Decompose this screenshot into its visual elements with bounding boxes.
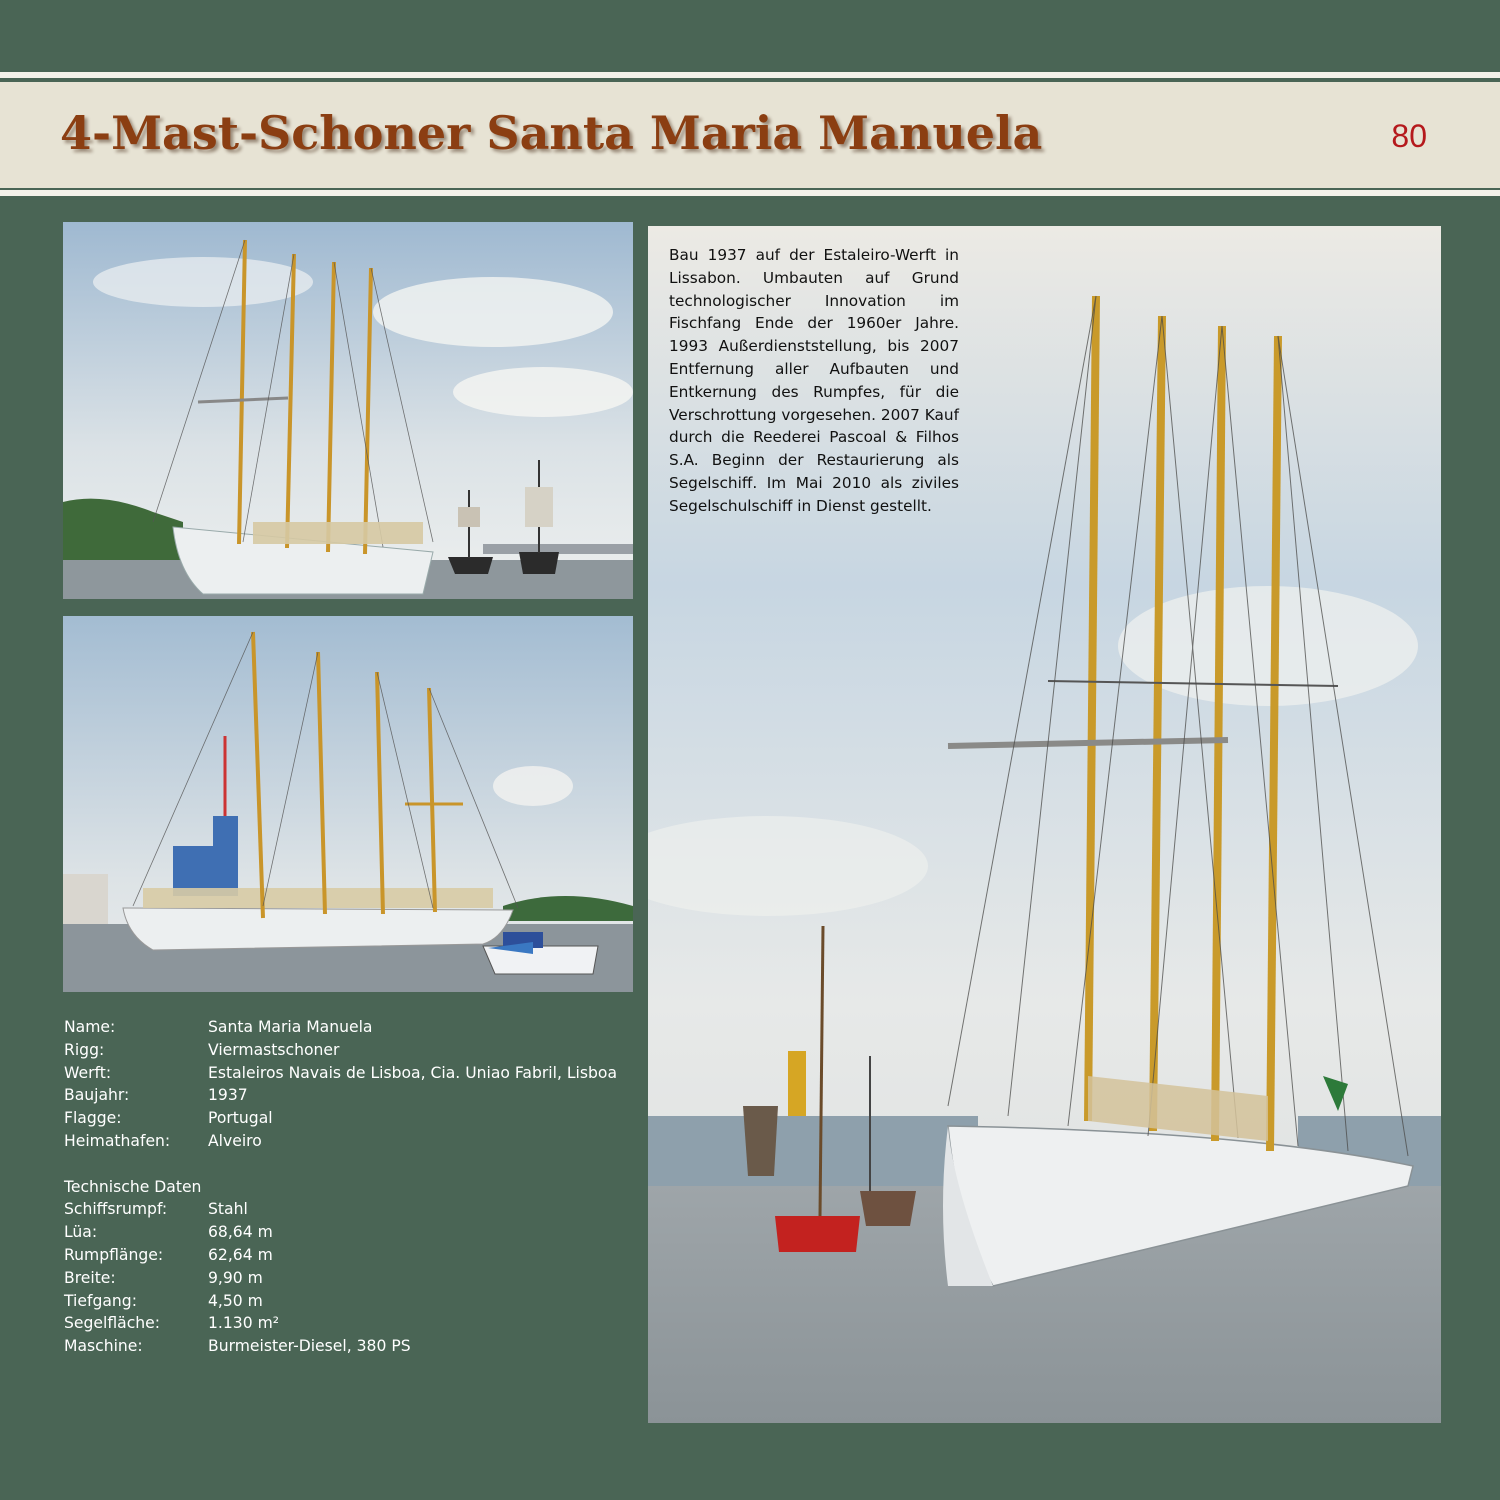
tech-row-schiffsrumpf <box>64 1198 617 1221</box>
fact-row-heimathafen <box>64 1130 617 1153</box>
photo-schooner-side-view <box>63 616 633 992</box>
fact-label: Name: <box>64 1018 116 1036</box>
fact-label: Flagge: <box>64 1109 122 1128</box>
tech-value: 68,64 m <box>208 1223 273 1242</box>
photo-2-illustration <box>63 616 633 992</box>
fact-row-werft <box>64 1062 617 1085</box>
fact-row-rigg <box>64 1039 617 1062</box>
tech-label: Tiefgang: <box>64 1291 137 1310</box>
tech-row-segelflaeche <box>64 1312 617 1335</box>
tech-row-lua <box>64 1221 617 1244</box>
tech-value: 9,90 m <box>208 1268 263 1287</box>
tech-label: Maschine: <box>64 1337 143 1356</box>
tech-value: 4,50 m <box>208 1291 263 1310</box>
tech-heading: Technische Daten <box>64 1177 202 1196</box>
tech-label: Lüa: <box>64 1223 98 1242</box>
fact-row-baujahr <box>64 1084 617 1107</box>
fact-label: Heimathafen: <box>64 1131 171 1150</box>
fact-value: 1937 <box>208 1086 248 1105</box>
fact-label: Rigg: <box>64 1040 105 1059</box>
ship-description: Bau 1937 auf der Estaleiro-Werft in Lissabon. Umbauten auf Grund technologischer Innovation im Fischfang Ende der 1960er Jahre. 1993 Außerdienststellung, bis 2007 Entfernung aller Aufbauten und Entkernung des Rumpfes, für die Verschrottung vorgesehen. 2007 Kauf durch die Reederei Pascoal & Filhos S.A. Beginn der Restaurierung als Segelschiff. Im Mai 2010 als ziviles Segelschulschiff in Dienst gestellt. <box>669 246 959 515</box>
fact-label: Baujahr: <box>64 1086 130 1105</box>
tech-value: Stahl <box>208 1200 248 1219</box>
tech-row-maschine <box>64 1335 617 1358</box>
tech-label: Rumpflänge: <box>64 1245 164 1264</box>
fact-value: Alveiro <box>208 1131 262 1150</box>
fact-row-name <box>64 1016 617 1039</box>
fact-value: Viermastschoner <box>208 1040 340 1059</box>
page-title: 4-Mast-Schoner Santa Maria Manuela <box>60 106 1043 160</box>
tech-row-rumpflaenge <box>64 1244 617 1267</box>
tech-value: 1.130 m² <box>208 1314 280 1333</box>
photo-schooner-with-caravels <box>63 222 633 599</box>
tech-row-tiefgang <box>64 1290 617 1313</box>
fact-value: Estaleiros Navais de Lisboa, Cia. Uniao Fabril, Lisboa <box>208 1063 618 1082</box>
fact-value: Santa Maria Manuela <box>208 1018 373 1036</box>
ship-facts <box>64 1016 617 1358</box>
tech-label: Schiffsrumpf: <box>64 1200 168 1219</box>
tech-row-breite <box>64 1267 617 1290</box>
tech-label: Breite: <box>64 1268 116 1287</box>
tech-value: Burmeister-Diesel, 380 PS <box>208 1337 411 1356</box>
tech-label: Segelfläche: <box>64 1314 160 1333</box>
fact-value: Portugal <box>208 1109 273 1128</box>
header-bottom-band <box>0 190 1500 196</box>
photo-1-illustration <box>63 222 633 599</box>
fact-label: Werft: <box>64 1063 112 1082</box>
page-number: 80 <box>1391 118 1427 154</box>
fact-row-flagge <box>64 1107 617 1130</box>
tech-value: 62,64 m <box>208 1245 273 1264</box>
header-top-band <box>0 72 1500 78</box>
